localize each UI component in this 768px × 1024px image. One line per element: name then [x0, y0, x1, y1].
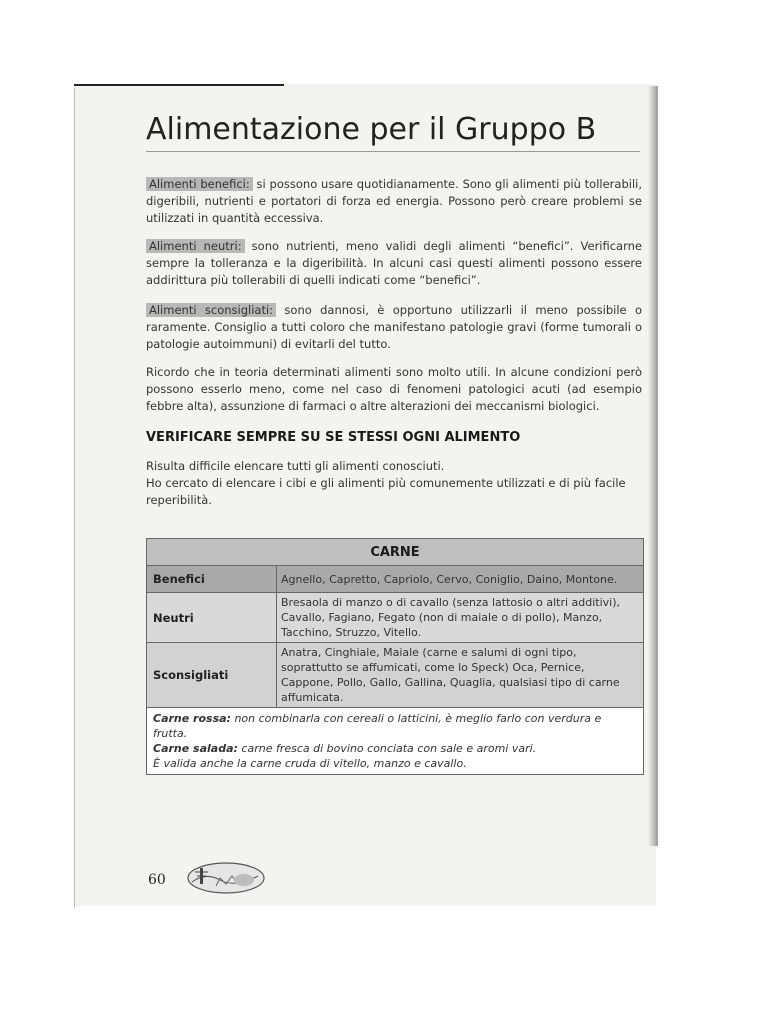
note-text: non combinarla con cereali o latticini, è meglio farlo con verdura e frutta. [153, 712, 602, 740]
tag-benefici: Alimenti benefici: [146, 177, 253, 191]
row-category: Sconsigliati [147, 643, 277, 708]
note-text: carne fresca di bovino conciata con sale e aromi vari. [241, 742, 537, 755]
tag-neutri: Alimenti neutri: [146, 239, 245, 253]
paragraph-text: Ricordo che in teoria determinati alimenti sono molto utili. In alcune condizioni però possono esserlo meno, come nel caso di fenomeni patologici acuti (ad esempio febbre alta), assunzione di farmaci o altre alterazioni dei meccanismi biologici. [146, 365, 642, 413]
page-number: 60 [148, 872, 166, 888]
intro-line: Risulta difficile elencare tutti gli alimenti conosciuti. [146, 459, 445, 473]
note-label: Carne rossa: [153, 712, 231, 725]
table-notes [147, 708, 644, 775]
binding-shadow [648, 86, 658, 846]
row-items: Agnello, Capretto, Capriolo, Cervo, Coniglio, Daino, Montone. [277, 566, 644, 593]
table-row [147, 643, 644, 708]
page-edge [74, 88, 75, 908]
top-rule [74, 84, 284, 86]
table-row [147, 593, 644, 643]
table-row [147, 566, 644, 593]
note-text: È valida anche la carne cruda di vitello, manzo e cavallo. [153, 757, 467, 770]
paragraph-text: sono dannosi, è opportuno utilizzarli il meno possibile o raramente. Consiglio a tutti coloro che manifestano patologie gravi (forme tumorali o patologie autoimmuni) di evitarli del tutto. [146, 303, 643, 351]
paragraph-text: sono nutrienti, meno validi degli alimenti “benefici”. Verificarne sempre la tolleranza e la digeribilità. In alcuni casi questi alimenti possono essere addirittura più tollerabili di quelli indicati come “benefici”. [146, 239, 642, 287]
section-heading: VERIFICARE SEMPRE SU SE STESSI OGNI ALIMENTO [146, 430, 521, 445]
paragraph-benefici [146, 176, 642, 227]
intro-line: Ho cercato di elencare i cibi e gli alimenti più comunemente utilizzati e di più facile reperibilità. [146, 476, 626, 507]
row-items: Bresaola di manzo o di cavallo (senza lattosio o altri additivi), Cavallo, Fagiano, Fegato (non di maiale o di pollo), Manzo, Tacchino, Struzzo, Vitello. [277, 593, 644, 643]
book-logo-icon [186, 858, 266, 898]
row-category: Benefici [147, 566, 277, 593]
carne-table [146, 538, 644, 775]
section-intro [146, 458, 642, 509]
page-title: Alimentazione per il Gruppo B [146, 112, 597, 147]
note-label: Carne salada: [153, 742, 238, 755]
title-rule [146, 151, 640, 152]
table-notes-row [147, 708, 644, 775]
paragraph-ricordo [146, 364, 642, 415]
paragraph-sconsigliati [146, 302, 642, 353]
paragraph-text: si possono usare quotidianamente. Sono gli alimenti più tollerabili, digeribili, nutrienti e portatori di forza ed energia. Possono però creare problemi se utilizzati in quantità eccessiva. [146, 177, 643, 225]
paragraph-neutri [146, 238, 642, 289]
tag-sconsigliati: Alimenti sconsigliati: [146, 303, 276, 317]
row-items: Anatra, Cinghiale, Maiale (carne e salumi di ogni tipo, soprattutto se affumicati, come lo Speck) Oca, Pernice, Cappone, Pollo, Gallo, Gallina, Quaglia, qualsiasi tipo di carne affumicata. [277, 643, 644, 708]
row-category: Neutri [147, 593, 277, 643]
table-header: CARNE [147, 539, 644, 566]
